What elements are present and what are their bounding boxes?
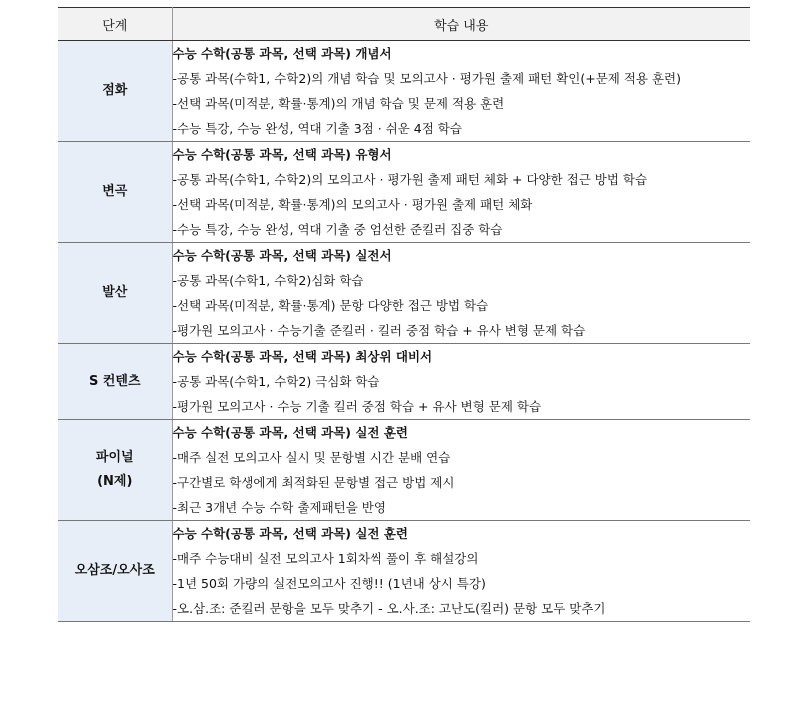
- stage-label: 점화: [102, 83, 128, 98]
- content-line: -공통 과목(수학1, 수학2) 극심화 학습: [172, 374, 380, 389]
- content-cell: [172, 41, 750, 142]
- content-line: -최근 3개년 수능 수학 출제패턴을 반영: [172, 500, 386, 515]
- table-row: [58, 521, 750, 622]
- stage-label: 발산: [102, 285, 128, 300]
- stage-cell: [58, 142, 172, 243]
- content-line: -공통 과목(수학1, 수학2)심화 학습: [172, 273, 364, 288]
- table-row: [58, 344, 750, 420]
- content-title: 수능 수학(공통 과목, 선택 과목) 최상위 대비서: [172, 349, 433, 364]
- stage-cell: [58, 420, 172, 521]
- content-cell: [172, 142, 750, 243]
- content-title: 수능 수학(공통 과목, 선택 과목) 유형서: [172, 147, 392, 162]
- content-title: 수능 수학(공통 과목, 선택 과목) 실전 훈련: [172, 425, 408, 440]
- stage-label: (N제): [97, 474, 133, 489]
- stage-cell: [58, 243, 172, 344]
- stage-cell: [58, 521, 172, 622]
- content-cell: [172, 521, 750, 622]
- table-row: [58, 41, 750, 142]
- table-header-row: [58, 8, 750, 41]
- stage-label: 파이널: [95, 450, 134, 465]
- stage-label: S 컨텐츠: [88, 373, 141, 389]
- content-line: -구간별로 학생에게 최적화된 문항별 접근 방법 제시: [172, 475, 455, 490]
- content-cell: [172, 243, 750, 344]
- table-row: [58, 142, 750, 243]
- stage-cell: [58, 41, 172, 142]
- content-line: -공통 과목(수학1, 수학2)의 개념 학습 및 모의고사 · 평가원 출제 패턴 확인(+문제 적용 훈련): [172, 71, 681, 86]
- content-line: -수능 특강, 수능 완성, 역대 기출 중 엄선한 준킬러 집중 학습: [172, 222, 503, 237]
- content-line: -공통 과목(수학1, 수학2)의 모의고사 · 평가원 출제 패턴 체화 + 다양한 접근 방법 학습: [172, 172, 648, 187]
- content-line: -평가원 모의고사 · 수능기출 준킬러 · 킬러 중점 학습 + 유사 변형 문제 학습: [172, 323, 586, 338]
- content-line: -평가원 모의고사 · 수능 기출 킬러 중점 학습 + 유사 변형 문제 학습: [172, 399, 542, 414]
- content-line: -선택 과목(미적분, 확률·통계) 문항 다양한 접근 방법 학습: [172, 298, 489, 313]
- content-cell: [172, 344, 750, 420]
- stage-cell: [58, 344, 172, 420]
- content-line: -매주 수능대비 실전 모의고사 1회차씩 풀이 후 해설강의: [172, 551, 479, 566]
- content-line: -수능 특강, 수능 완성, 역대 기출 3점 · 쉬운 4점 학습: [172, 121, 462, 136]
- curriculum-table: [58, 7, 750, 622]
- stage-label: 오삼조/오사조: [74, 563, 155, 578]
- content-title: 수능 수학(공통 과목, 선택 과목) 실전 훈련: [172, 526, 408, 541]
- header-stage: 단계: [58, 8, 172, 41]
- table-row: [58, 420, 750, 521]
- header-content: 학습 내용: [172, 8, 750, 41]
- content-line: -오.삼.조: 준킬러 문항을 모두 맞추기 - 오.사.조: 고난도(킬러) 문항 모두 맞추기: [172, 601, 606, 616]
- table-row: [58, 243, 750, 344]
- content-cell: [172, 420, 750, 521]
- content-line: -매주 실전 모의고사 실시 및 문항별 시간 분배 연습: [172, 450, 451, 465]
- content-title: 수능 수학(공통 과목, 선택 과목) 개념서: [172, 46, 392, 61]
- content-line: -1년 50회 가량의 실전모의고사 진행!! (1년내 상시 특강): [172, 576, 486, 591]
- content-title: 수능 수학(공통 과목, 선택 과목) 실전서: [172, 248, 392, 263]
- content-line: -선택 과목(미적분, 확률·통계)의 모의고사 · 평가원 출제 패턴 체화: [172, 197, 533, 212]
- stage-label: 변곡: [102, 184, 128, 199]
- content-line: -선택 과목(미적분, 확률·통계)의 개념 학습 및 문제 적용 훈련: [172, 96, 505, 111]
- table-body: [58, 41, 750, 622]
